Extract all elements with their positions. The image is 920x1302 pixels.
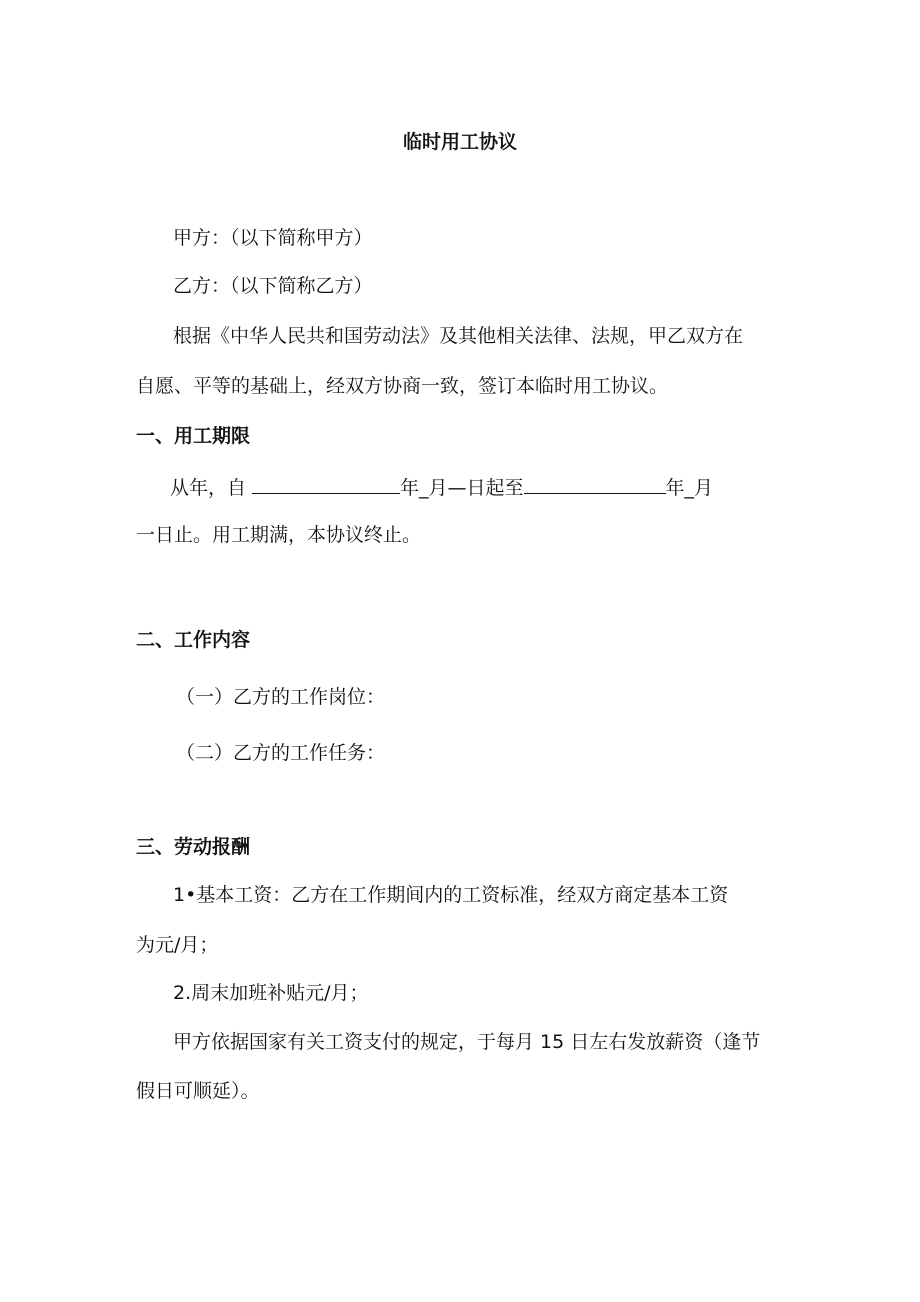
term-line-2: 一日止。用工期满，本协议终止。: [136, 524, 422, 546]
weekend-allowance-line: 2.周末加班补贴元/月；: [173, 982, 369, 1004]
section-1-heading: 一、用工期限: [136, 425, 251, 447]
job-task-line: （二）乙方的工作任务：: [176, 742, 386, 764]
pay-schedule-line-1: 甲方依据国家有关工资支付的规定，于每月 15 日左右发放薪资（逢节: [173, 1031, 761, 1053]
party-a-line: 甲方：（以下简称甲方）: [173, 227, 373, 249]
intro-paragraph-line-2: 自愿、平等的基础上，经双方协商一致，签订本临时用工协议。: [136, 375, 669, 397]
term-text-end: 年_月: [665, 477, 714, 499]
pay-schedule-line-2: 假日可顺延）。: [136, 1080, 260, 1102]
end-date-blank: [524, 473, 666, 494]
term-text-mid: 年_月—日起至: [400, 477, 524, 499]
term-text-start: 从年，自: [170, 477, 247, 499]
section-3-heading: 三、劳动报酬: [136, 836, 251, 858]
job-position-line: （一）乙方的工作岗位：: [176, 686, 386, 708]
document-title: 临时用工协议: [402, 131, 517, 153]
intro-paragraph-line-1: 根据《中华人民共和国劳动法》及其他相关法律、法规，甲乙双方在: [173, 325, 744, 347]
base-salary-line-2: 为元/月；: [136, 934, 219, 956]
section-2-heading: 二、工作内容: [136, 629, 251, 651]
base-salary-line-1: 1•基本工资：乙方在工作期间内的工资标准，经双方商定基本工资: [173, 884, 729, 906]
term-line-1: [170, 473, 713, 501]
party-b-line: 乙方：（以下简称乙方）: [173, 275, 373, 297]
start-date-blank: [252, 473, 400, 494]
